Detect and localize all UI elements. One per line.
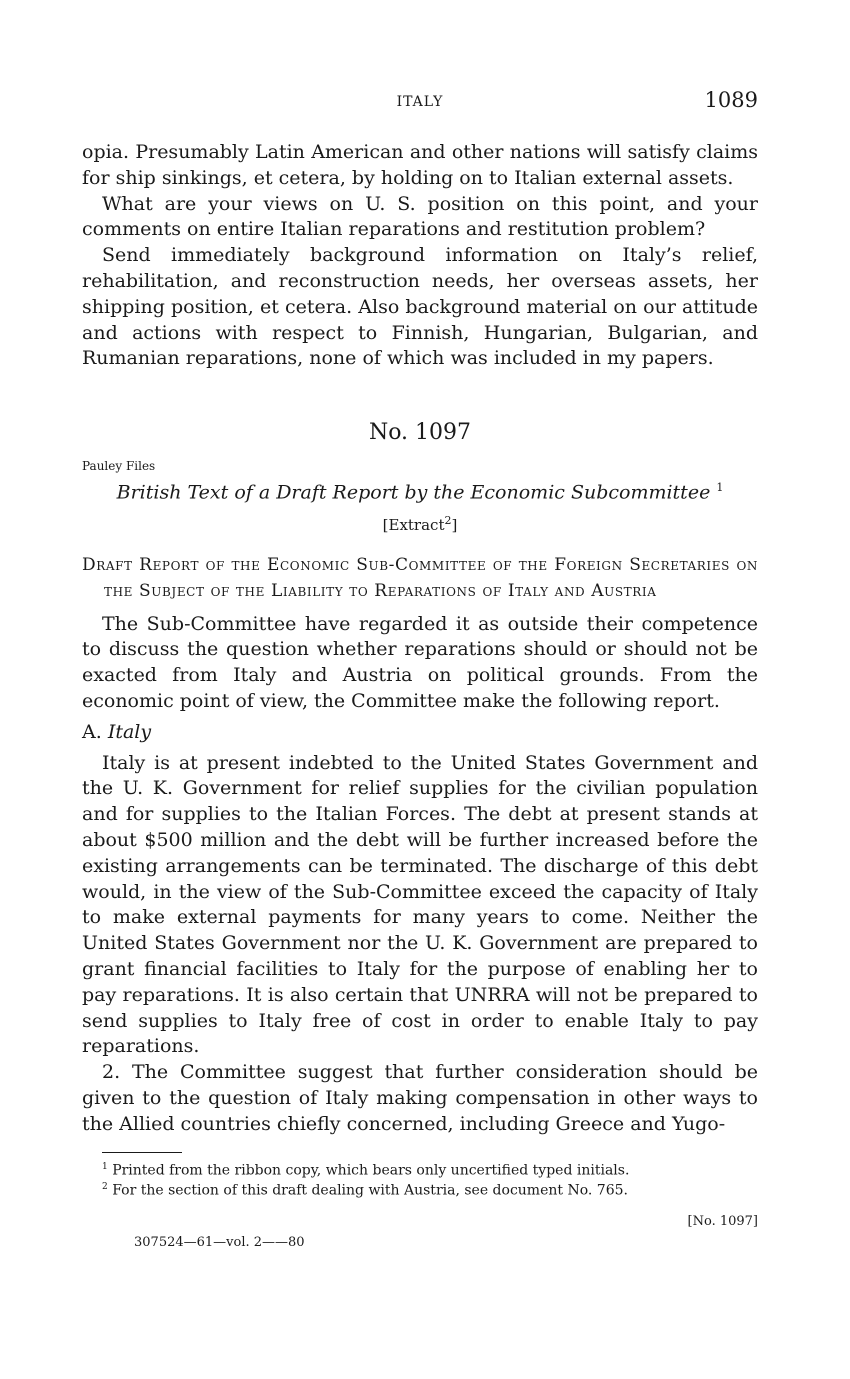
extract-label-text: [Extract — [382, 515, 445, 534]
footnote-rule — [102, 1152, 182, 1153]
page — [82, 88, 758, 1250]
extract-label — [82, 514, 758, 534]
document-title — [82, 481, 758, 503]
italy-paragraph-2: 2. The Committee suggest that further consideration should be given to the question of Italy making compensation in other ways to the Allied countries chiefly concerned, including Greece and Yugo- — [82, 1061, 758, 1135]
printer-line: 307524—61—vol. 2——80 — [134, 1234, 305, 1250]
footnote-2-mark: 2 — [102, 1182, 108, 1193]
section-heading — [82, 721, 758, 743]
footnote-1 — [82, 1159, 758, 1180]
report-heading: Draft Report of the Economic Sub-Committee of the Foreign Secretaries on the Subject of the Liability to Reparations of Italy and Austria — [82, 554, 758, 601]
section-letter: A. — [82, 720, 102, 743]
page-header — [82, 88, 758, 118]
footnote-2 — [82, 1179, 758, 1200]
italy-paragraph-1: Italy is at present indebted to the United States Government and the U. K. Government for relief supplies for the civilian population and for supplies to the Italian Forces. The debt at present stands at about $500 million and the debt will be further increased before the existing arrangements can be terminated. The discharge of this debt would, in the view of the Sub-Committee exceed the capacity of Italy to make external payments for many years to come. Neither the United States Government nor the U. K. Government are prepared to grant financial facilities to Italy for the purpose of enabling her to pay reparations. It is also certain that UNRRA will not be prepared to send supplies to Italy free of cost in order to enable Italy to pay reparations. — [82, 751, 758, 1058]
footnote-1-mark: 1 — [102, 1161, 108, 1172]
title-footnote-mark: 1 — [716, 481, 724, 495]
footnote-1-text: Printed from the ribbon copy, which bears only uncertified typed initials. — [112, 1162, 630, 1179]
page-number: 1089 — [704, 88, 758, 112]
document-reference: [No. 1097] — [687, 1213, 758, 1229]
intro-paragraph: The Sub-Committee have regarded it as outside their competence to discuss the question whether reparations should or should not be exacted from Italy and Austria on political grounds. From the economic point of view, the Committee make the following report. — [82, 612, 758, 712]
continuation-paragraph-2: What are your views on U. S. position on this point, and your comments on entire Italian reparations and restitution problem? — [82, 192, 758, 241]
document-number: No. 1097 — [368, 420, 472, 446]
running-head: ITALY — [396, 94, 444, 110]
extract-footnote-mark: 2 — [444, 513, 452, 527]
document-source: Pauley Files — [82, 459, 156, 474]
footnote-2-text: For the section of this draft dealing with Austria, see document No. 765. — [112, 1182, 628, 1199]
continuation-paragraph-1: opia. Presumably Latin American and other nations will satisfy claims for ship sinkings, et cetera, by holding on to Italian external assets. — [82, 141, 758, 189]
document-title-text: British Text of a Draft Report by the Economic Subcommittee — [116, 481, 711, 504]
extract-label-close: ] — [451, 515, 458, 534]
continuation-paragraph-3: Send immediately background information on Italy’s relief, rehabilitation, and reconstruction needs, her overseas assets, her shipping position, et cetera. Also background material on our attitude and actions with respect to Finnish, Hungarian, Bulgarian, and Rumanian reparations, none of which was included in my papers. — [82, 244, 758, 370]
section-name: Italy — [107, 720, 152, 743]
